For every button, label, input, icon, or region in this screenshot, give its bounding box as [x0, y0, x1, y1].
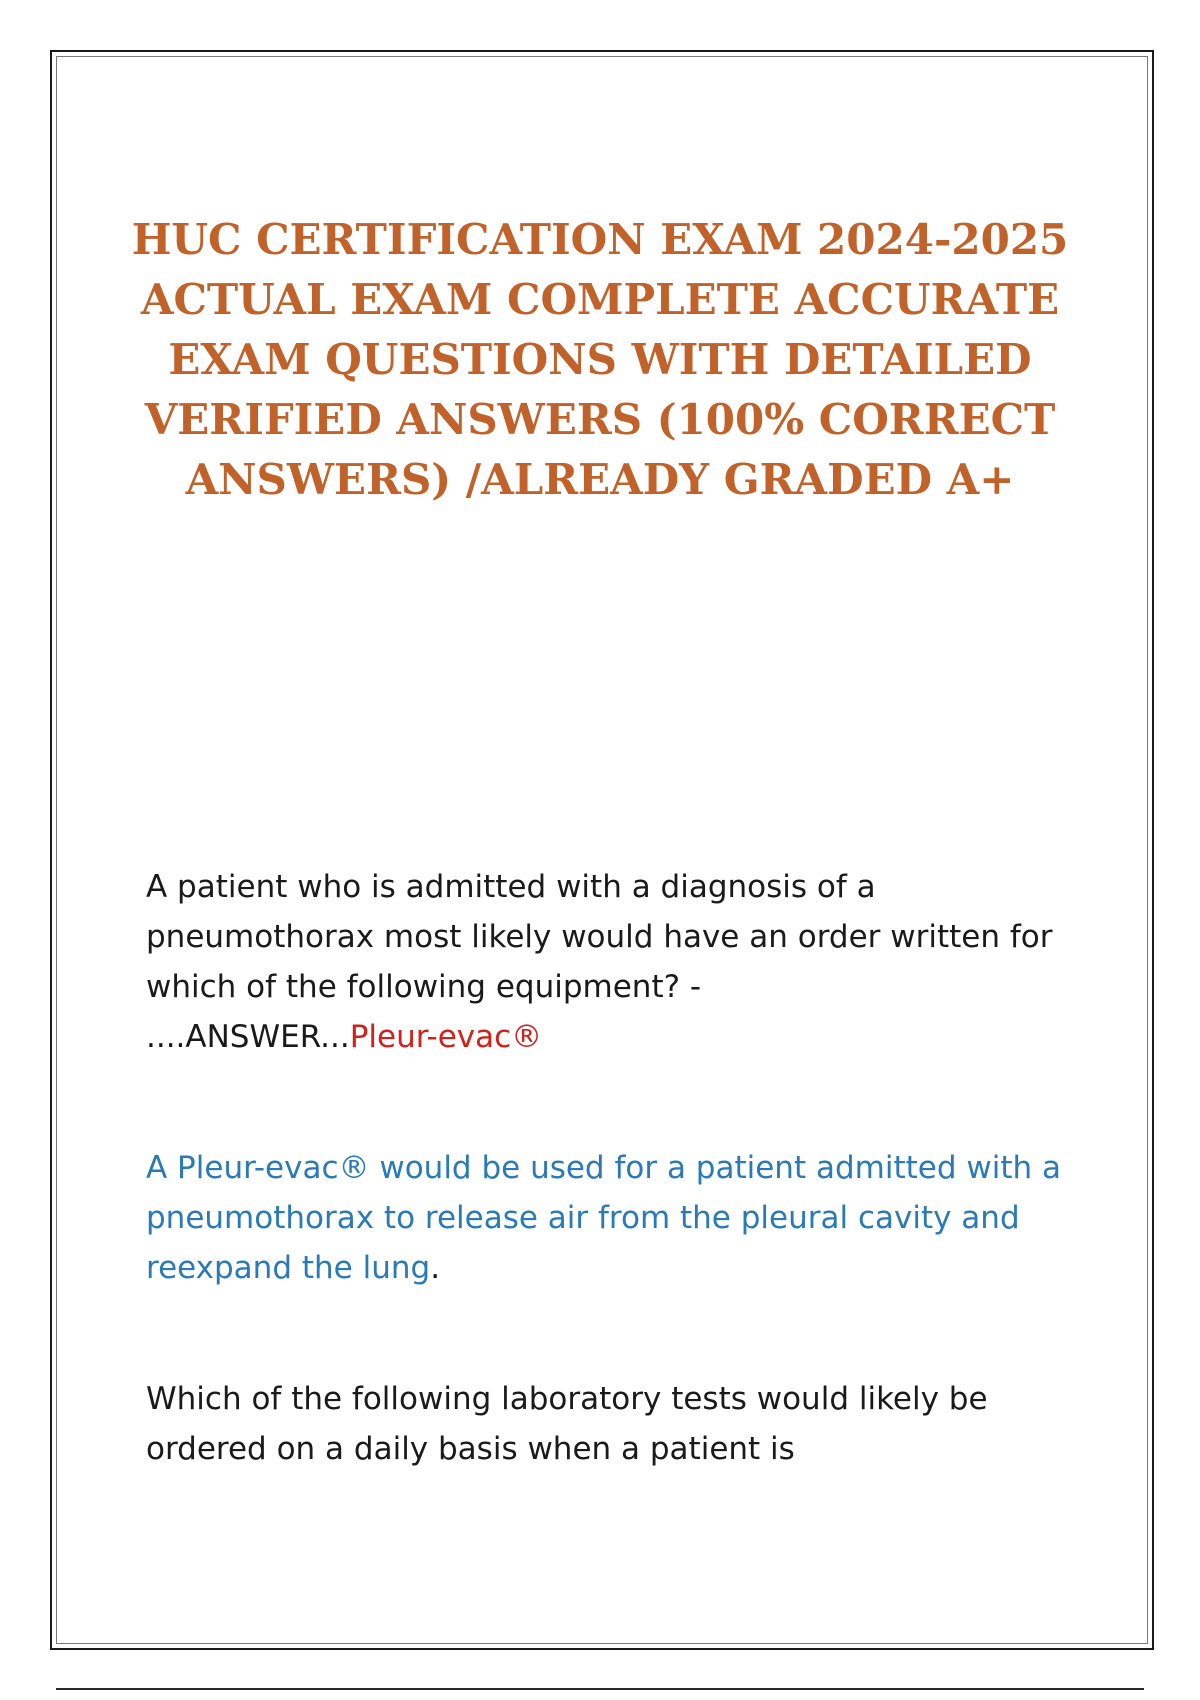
question-1 — [146, 862, 1066, 1062]
question-1-text: A patient who is admitted with a diagnosis of a pneumothorax most likely would have an order written for which of the following equipment? - — [146, 869, 1053, 1005]
answer-value: Pleur-evac® — [349, 1019, 543, 1055]
question-2 — [146, 1374, 1066, 1474]
question-2-text: Which of the following laboratory tests would likely be ordered on a daily basis when a patient is — [146, 1381, 988, 1467]
explanation-period: . — [430, 1250, 441, 1286]
explanation-text: A Pleur-evac® would be used for a patient admitted with a pneumothorax to release air from the pleural cavity and reexpand the lung — [146, 1150, 1061, 1286]
answer-explanation — [146, 1143, 1066, 1293]
answer-marker: ....ANSWER... — [146, 1019, 350, 1055]
document-title: HUC CERTIFICATION EXAM 2024-2025 ACTUAL EXAM COMPLETE ACCURATE EXAM QUESTIONS WITH DETAILED VERIFIED ANSWERS (100% CORRECT ANSWERS) /ALREADY GRADED A+ — [131, 215, 1069, 504]
footer-divider — [56, 1688, 1144, 1690]
